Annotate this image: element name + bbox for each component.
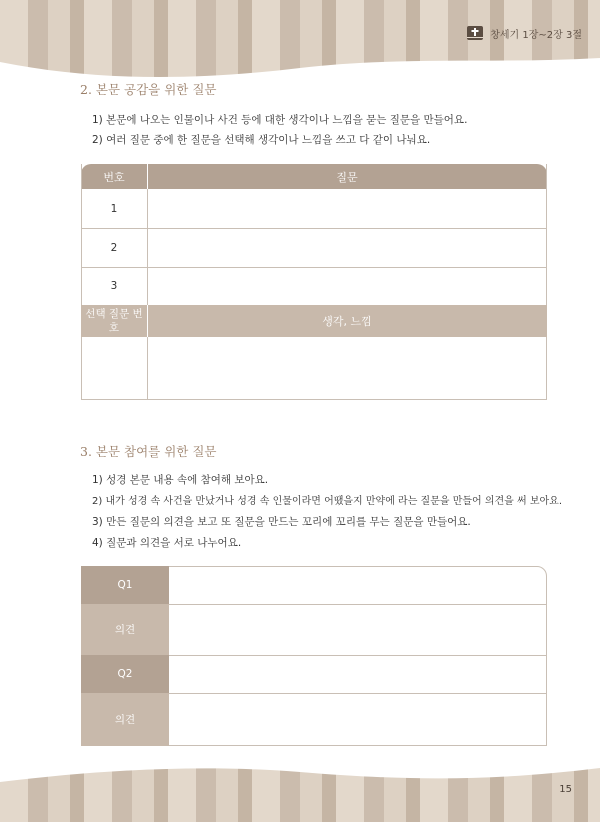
question-input-3[interactable]	[148, 267, 546, 305]
question-input-1[interactable]	[148, 189, 546, 228]
section3-instruction-3: 3) 만든 질문의 의견을 보고 또 질문을 만드는 꼬리에 꼬리를 무는 질문을 만들어요.	[92, 516, 471, 528]
q2-input[interactable]	[170, 656, 546, 692]
column-header-question: 질문	[336, 170, 358, 184]
chapter-reference-text: 창세기 1장~2장 3절	[490, 29, 582, 41]
question-row-number: 1	[110, 202, 118, 215]
section3-instruction-4: 4) 질문과 의견을 서로 나누어요.	[92, 537, 242, 549]
section3-title: 3. 본문 참여를 위한 질문	[80, 444, 217, 459]
page-number: 15	[559, 784, 572, 795]
bible-icon	[466, 24, 484, 42]
bottom-wave	[0, 760, 600, 790]
section2-instruction-2: 2) 여러 질문 중에 한 질문을 선택해 생각이나 느낌을 쓰고 다 같이 나눠요.	[92, 134, 431, 146]
q2-label: Q2	[81, 655, 169, 693]
thoughts-label: 생각, 느낌	[322, 315, 372, 328]
chapter-reference	[466, 24, 582, 42]
opinion-1-input[interactable]	[170, 605, 546, 654]
opinion-label: 의견	[81, 693, 169, 746]
thoughts-input[interactable]	[148, 337, 546, 399]
q1-label: Q1	[81, 566, 169, 604]
q1-input[interactable]	[170, 567, 546, 603]
selected-question-label: 선택 질문 번호	[85, 308, 143, 334]
section3-instruction-1: 1) 성경 본문 내용 속에 참여해 보아요.	[92, 474, 269, 486]
section2-title: 2. 본문 공감을 위한 질문	[80, 82, 217, 97]
question-input-2[interactable]	[148, 228, 546, 267]
opinion-2-input[interactable]	[170, 694, 546, 745]
header-divider	[147, 164, 148, 189]
opinion-label: 의견	[81, 604, 169, 655]
column-header-number: 번호	[103, 170, 125, 184]
question-row-number: 2	[110, 241, 118, 254]
section3-instruction-2: 2) 내가 성경 속 사건을 만났거나 성경 속 인물이라면 어땠을지 만약에 라는 질문을 만들어 의견을 써 보아요.	[92, 496, 563, 507]
selected-number-input[interactable]	[82, 337, 146, 399]
question-row-number: 3	[110, 280, 118, 292]
top-wave	[0, 40, 600, 85]
section2-instruction-1: 1) 본문에 나오는 인물이나 사건 등에 대한 생각이나 느낌을 묻는 질문을 만들어요.	[92, 114, 468, 126]
